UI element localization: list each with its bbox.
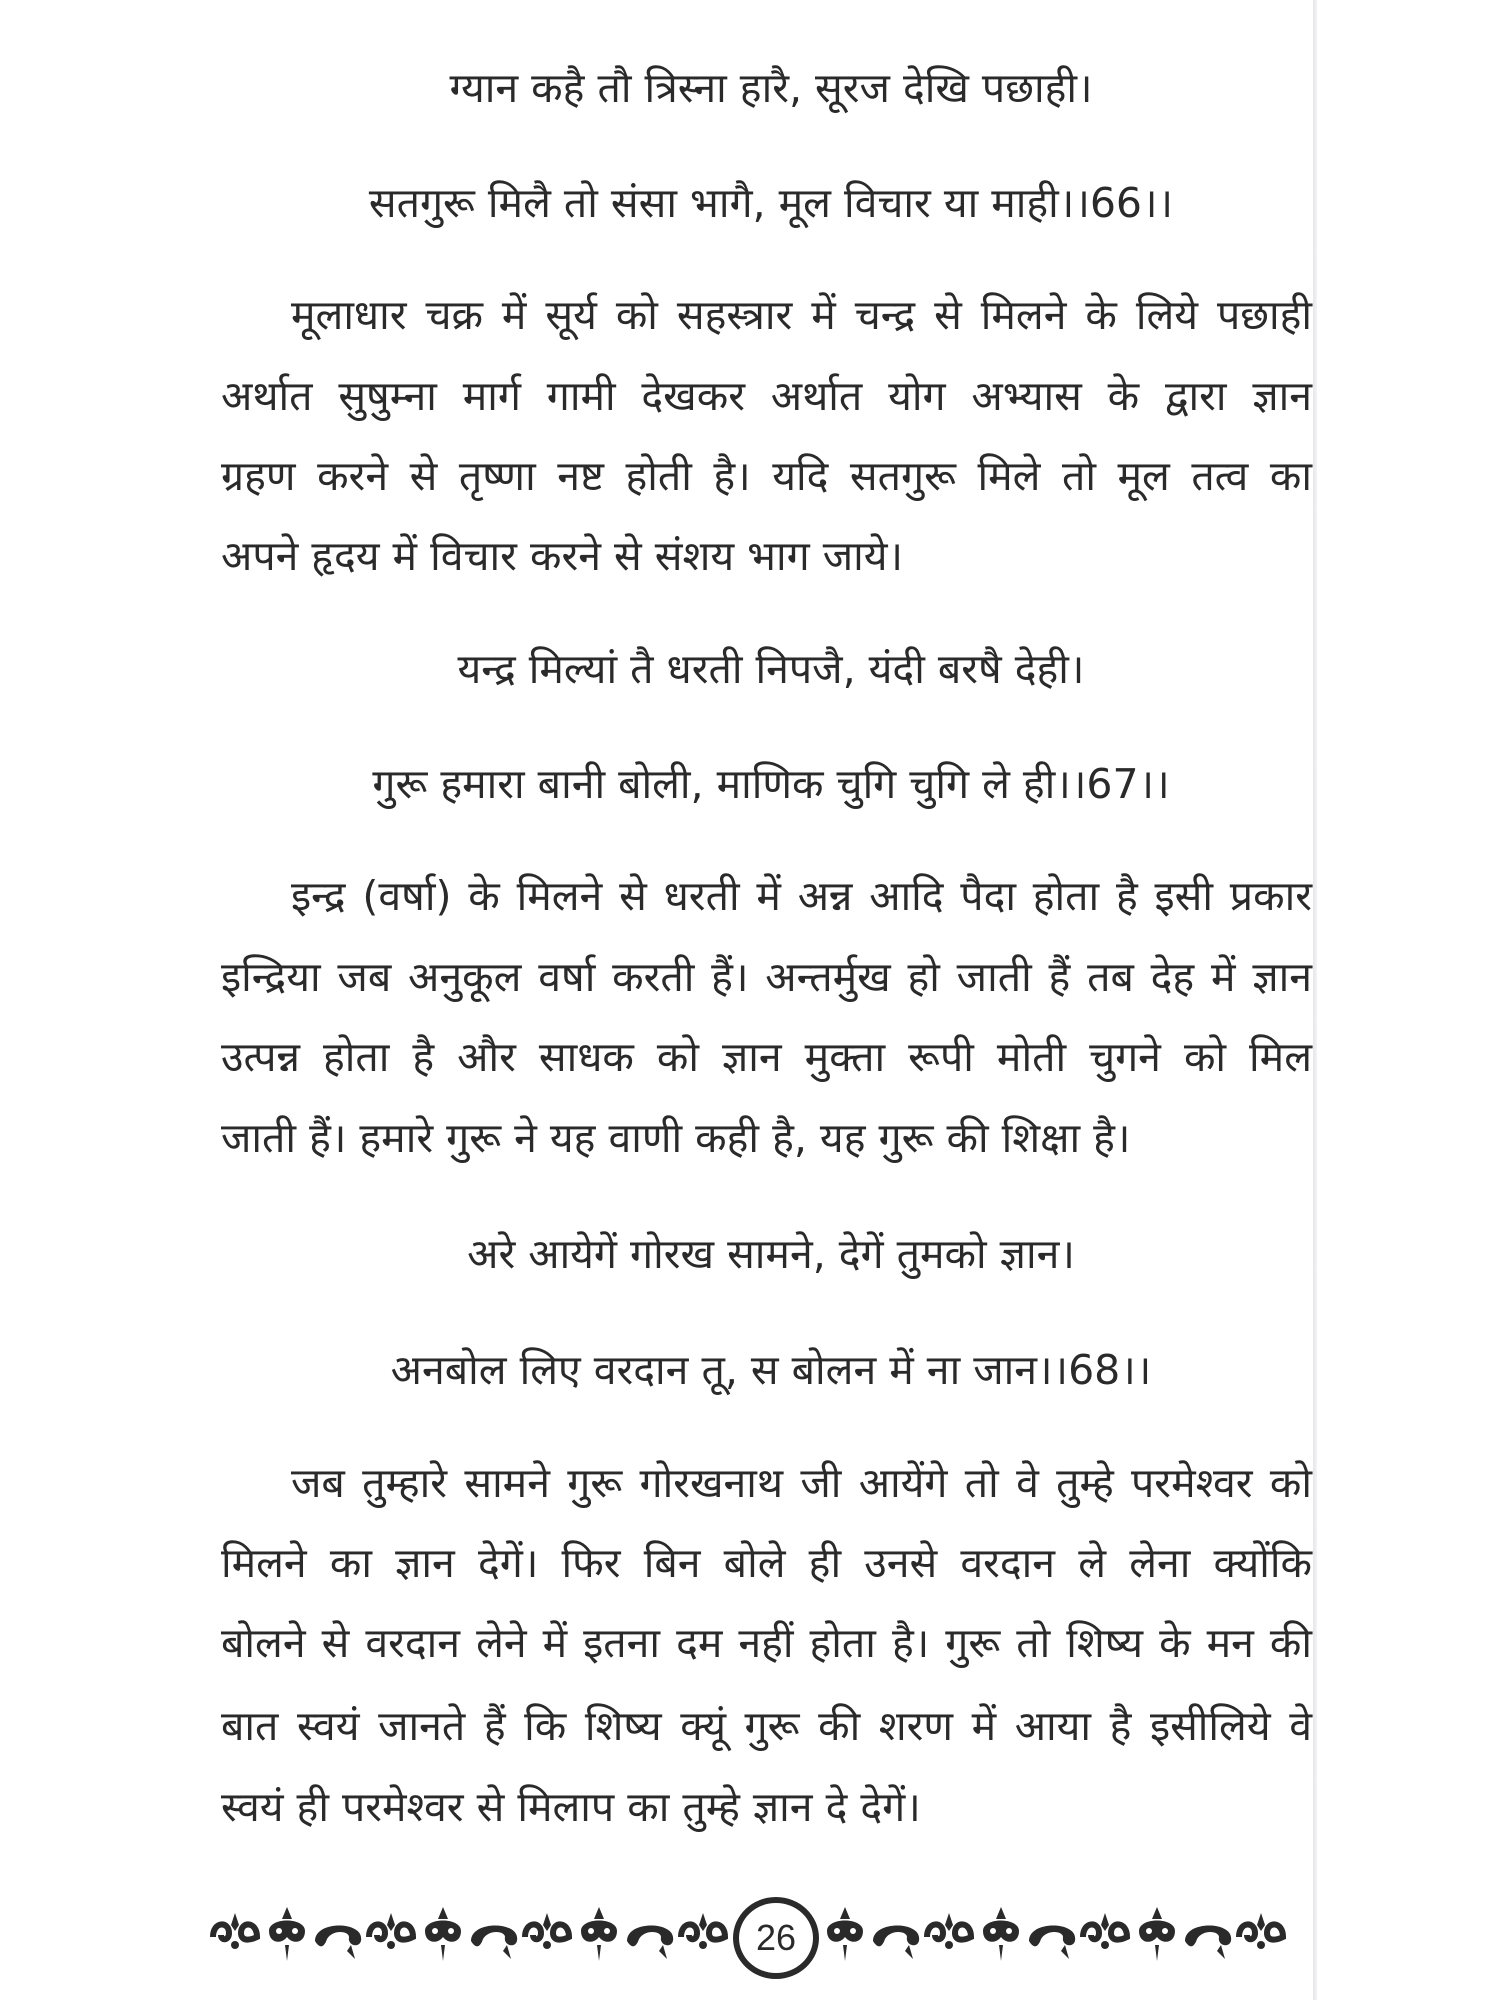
verse-line: सतगुरू मिलै तो संसा भागै, मूल विचार या माही।।66।। — [368, 179, 1174, 227]
paragraph-line: इन्द्र (वर्षा) के मिलने से धरती में अन्न आदि पैदा होता है इसी प्रकार — [291, 872, 1312, 920]
paragraph-line: उत्पन्न होता है और साधक को ज्ञान मुक्ता रूपी मोती चुगने को मिल — [221, 1033, 1312, 1081]
ornament-motif — [1239, 1913, 1283, 1949]
paragraph-line: अर्थात सुषुम्ना मार्ग गामी देखकर अर्थात योग अभ्यास के द्वारा ज्ञान — [221, 372, 1312, 420]
ornament-motif — [315, 1925, 361, 1959]
paragraph-line: स्वयं ही परमेश्वर से मिलाप का तुम्हे ज्ञान दे देगें। — [221, 1783, 921, 1831]
ornament-motif — [369, 1913, 413, 1949]
ornament-motif — [627, 1925, 673, 1959]
ornament-motif — [525, 1913, 569, 1949]
paragraph-line: अपने हृदय में विचार करने से संशय भाग जाये। — [221, 532, 904, 580]
paragraph-line: इन्द्रिया जब अनुकूल वर्षा करती हैं। अन्तर्मुख हो जाती हैं तब देह में ज्ञान — [221, 953, 1312, 1001]
ornament-motif — [1139, 1907, 1175, 1961]
ornament-motif — [471, 1925, 517, 1959]
paragraph-line: जब तुम्हारे सामने गुरू गोरखनाथ जी आयेंगे तो वे तुम्हे परमेश्वर को — [291, 1459, 1312, 1507]
verse-line: ग्यान कहै तौ त्रिस्ना हारै, सूरज देखि पछाही। — [449, 64, 1093, 112]
ornament-motif — [213, 1913, 257, 1949]
ornament-motif — [269, 1907, 305, 1961]
verse-line: अनबोल लिए वरदान तू, स बोलन में ना जान।।68।। — [390, 1346, 1152, 1394]
ornament-motif — [1185, 1925, 1231, 1959]
paragraph-line: बात स्वयं जानते हैं कि शिष्य क्यूं गुरू की शरण में आया है इसीलिये वे — [221, 1702, 1312, 1750]
ornament-motif — [873, 1925, 919, 1959]
page-footer — [205, 1895, 1315, 1975]
verse-line: गुरू हमारा बानी बोली, माणिक चुगि चुगि ले ही।।67।। — [372, 760, 1170, 808]
ornament-motif — [581, 1907, 617, 1961]
ornament-motif — [1029, 1925, 1075, 1959]
verse-line: यन्द्र मिल्यां तै धरती निपजै, यंदी बरषै देही। — [457, 645, 1085, 693]
verse-line: अरे आयेगें गोरख सामने, देगें तुमको ज्ञान। — [467, 1230, 1075, 1278]
ornament-motif — [827, 1907, 863, 1961]
ornament-motif — [983, 1907, 1019, 1961]
paragraph-line: मूलाधार चक्र में सूर्य को सहस्त्रार में चन्द्र से मिलने के लिये पछाही — [291, 291, 1312, 339]
page-number: 26 — [733, 1897, 819, 1979]
paragraph-line: बोलने से वरदान लेने में इतना दम नहीं होता है। गुरू तो शिष्य के मन की — [221, 1619, 1312, 1667]
paragraph-line: ग्रहण करने से तृष्णा नष्ट होती है। यदि सतगुरू मिले तो मूल तत्व का — [221, 452, 1312, 500]
ornament-motif — [927, 1913, 971, 1949]
ornament-motif — [1083, 1913, 1127, 1949]
ornament-motif — [425, 1907, 461, 1961]
paragraph-line: मिलने का ज्ञान देगें। फिर बिन बोले ही उनसे वरदान ले लेना क्योंकि — [221, 1539, 1312, 1587]
paragraph-line: जाती हैं। हमारे गुरू ने यह वाणी कही है, यह गुरू की शिक्षा है। — [221, 1114, 1131, 1162]
page-edge — [1313, 0, 1317, 2000]
ornament-motif — [681, 1913, 725, 1949]
